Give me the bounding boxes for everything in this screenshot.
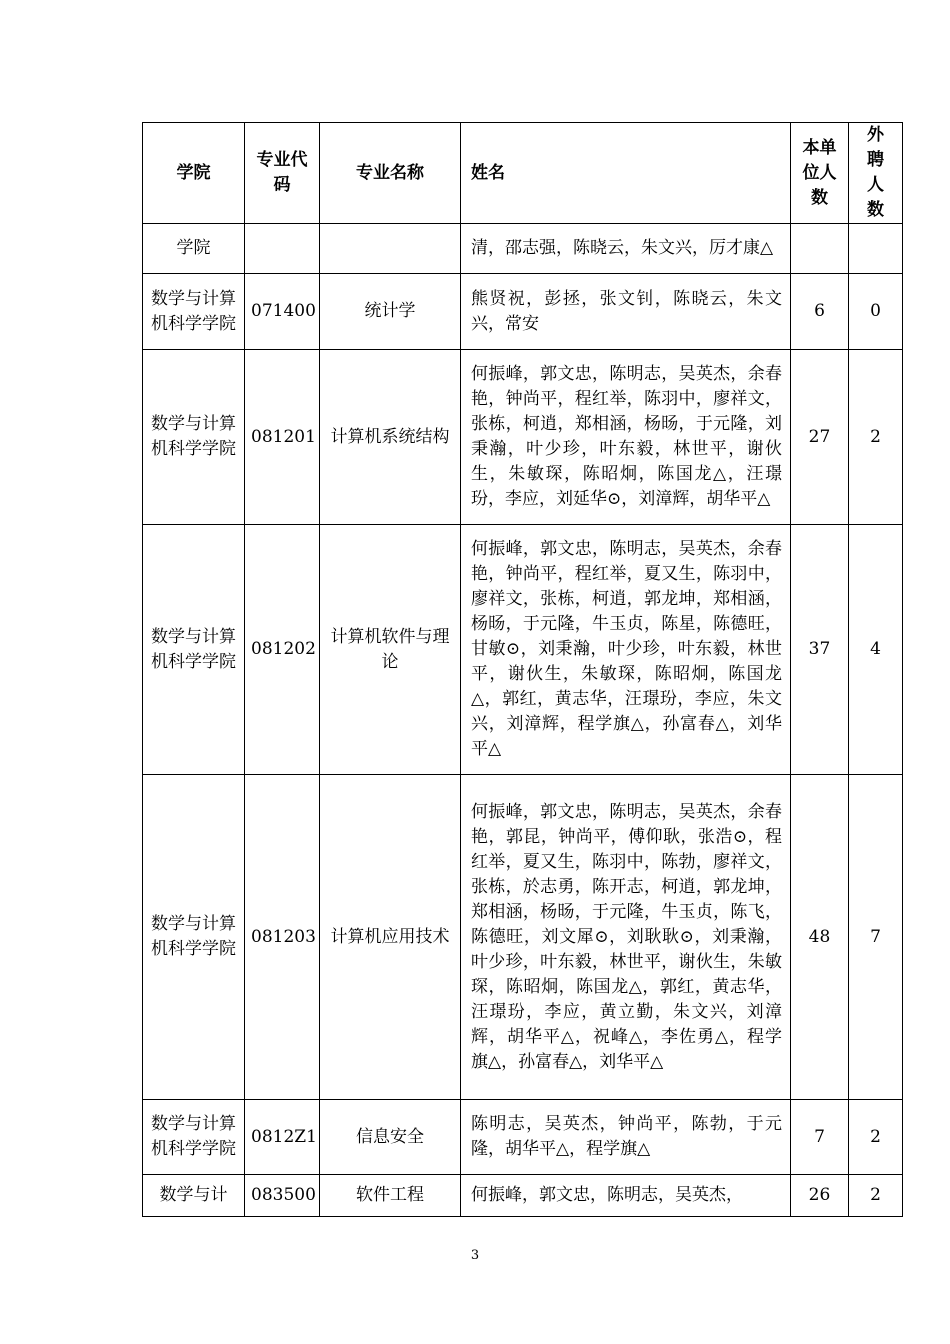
- table-row: [143, 1100, 903, 1175]
- cell-internal: 27: [791, 350, 849, 525]
- table-row: [143, 274, 903, 350]
- cell-major: 软件工程: [320, 1175, 461, 1217]
- header-external: 外聘人数: [849, 123, 903, 224]
- cell-external: 2: [849, 1100, 903, 1175]
- cell-code: 071400: [245, 274, 320, 350]
- cell-names: 何振峰，郭文忠，陈明志，吴英杰，余春艳，郭昆，钟尚平，傅仰耿，张浩⊙，程红举，夏又生，陈羽中，陈勃，廖祥文，张栋，於志勇，陈开志，柯逍，郭龙坤，郑相涵，杨旸，于元隆，牛玉贞，陈飞，陈德旺，刘文犀⊙，刘耿耿⊙，刘秉瀚，叶少珍，叶东毅，林世平，谢伙生，朱敏琛，陈昭炯，陈国龙△，郭红，黄志华，汪璟玢，李应，黄立勤，朱文兴，刘漳辉，胡华平△，祝峰△，李佐勇△，程学旗△，孙富春△，刘华平△: [461, 775, 791, 1100]
- cell-college: 数学与计算机科学学院: [143, 525, 245, 775]
- header-code: 专业代码: [245, 123, 320, 224]
- cell-internal: 26: [791, 1175, 849, 1217]
- header-major: 专业名称: [320, 123, 461, 224]
- cell-major: 计算机软件与理论: [320, 525, 461, 775]
- cell-internal: 37: [791, 525, 849, 775]
- cell-major: 计算机系统结构: [320, 350, 461, 525]
- table-row: [143, 775, 903, 1100]
- cell-code: 083500: [245, 1175, 320, 1217]
- cell-names: 熊贤祝，彭拯，张文钊，陈晓云，朱文兴，常安: [461, 274, 791, 350]
- cell-internal: 7: [791, 1100, 849, 1175]
- table-row: [143, 525, 903, 775]
- cell-internal: [791, 224, 849, 274]
- table-row: [143, 1175, 903, 1217]
- cell-external: 0: [849, 274, 903, 350]
- header-names: 姓名: [461, 123, 791, 224]
- cell-names: 陈明志，吴英杰，钟尚平，陈勃，于元隆，胡华平△，程学旗△: [461, 1100, 791, 1175]
- cell-college: 数学与计算机科学学院: [143, 1100, 245, 1175]
- faculty-table: [142, 122, 903, 1217]
- header-row: [143, 123, 903, 224]
- cell-college: 数学与计算机科学学院: [143, 350, 245, 525]
- cell-external: 2: [849, 1175, 903, 1217]
- page-number: 3: [470, 1248, 480, 1263]
- cell-college: 数学与计算机科学学院: [143, 775, 245, 1100]
- header-internal: 本单位人数: [791, 123, 849, 224]
- cell-external: [849, 224, 903, 274]
- cell-code: 081203: [245, 775, 320, 1100]
- cell-major: 信息安全: [320, 1100, 461, 1175]
- cell-names: 何振峰，郭文忠，陈明志，吴英杰，余春艳，钟尚平，程红举，夏又生，陈羽中，廖祥文，张栋，柯逍，郭龙坤，郑相涵，杨旸，于元隆，牛玉贞，陈星，陈德旺，甘敏⊙，刘秉瀚，叶少珍，叶东毅，林世平，谢伙生，朱敏琛，陈昭炯，陈国龙△，郭红，黄志华，汪璟玢，李应，朱文兴，刘漳辉，程学旗△，孙富春△，刘华平△: [461, 525, 791, 775]
- cell-names: 清，邵志强，陈晓云，朱文兴，厉才康△: [461, 224, 791, 274]
- cell-names: 何振峰，郭文忠，陈明志，吴英杰，余春艳，钟尚平，程红举，陈羽中，廖祥文，张栋，柯逍，郑相涵，杨旸，于元隆，刘秉瀚，叶少珍，叶东毅，林世平，谢伙生，朱敏琛，陈昭炯，陈国龙△，汪璟玢，李应，刘延华⊙，刘漳辉，胡华平△: [461, 350, 791, 525]
- cell-code: [245, 224, 320, 274]
- table-row: [143, 224, 903, 274]
- cell-internal: 48: [791, 775, 849, 1100]
- cell-college: 数学与计算机科学学院: [143, 274, 245, 350]
- cell-code: 081201: [245, 350, 320, 525]
- table-row: [143, 350, 903, 525]
- cell-major: [320, 224, 461, 274]
- cell-internal: 6: [791, 274, 849, 350]
- header-college: 学院: [143, 123, 245, 224]
- cell-major: 统计学: [320, 274, 461, 350]
- cell-code: 081202: [245, 525, 320, 775]
- cell-college: 数学与计: [143, 1175, 245, 1217]
- cell-code: 0812Z1: [245, 1100, 320, 1175]
- cell-external: 2: [849, 350, 903, 525]
- cell-external: 4: [849, 525, 903, 775]
- cell-external: 7: [849, 775, 903, 1100]
- cell-names: 何振峰，郭文忠，陈明志，吴英杰，: [461, 1175, 791, 1217]
- cell-major: 计算机应用技术: [320, 775, 461, 1100]
- cell-college: 学院: [143, 224, 245, 274]
